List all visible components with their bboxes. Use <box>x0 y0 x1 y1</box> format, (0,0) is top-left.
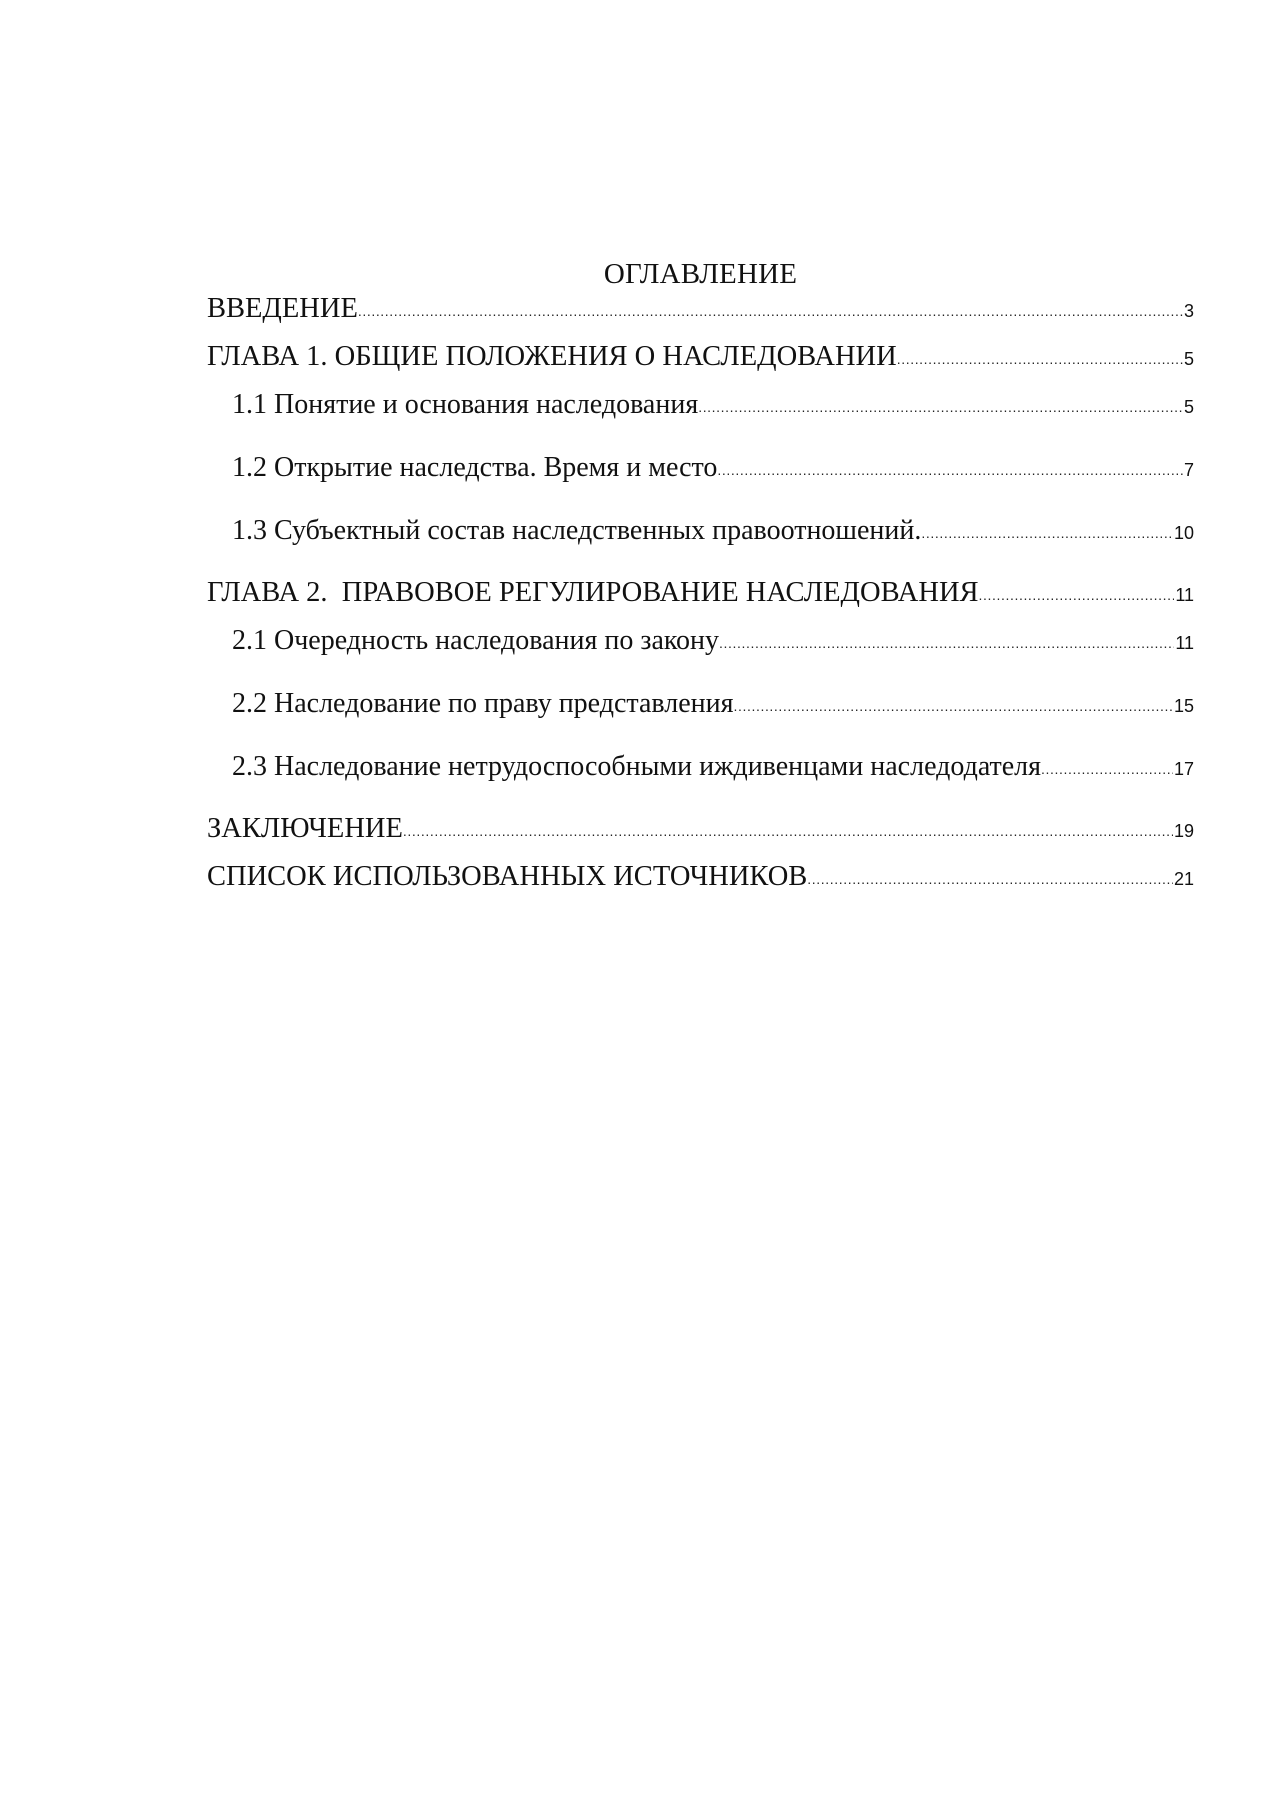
toc-entry-label: 1.3 Субъектный состав наследственных правоотношений. <box>232 515 922 546</box>
toc-entry-introduction[interactable] <box>207 292 1194 326</box>
toc-entry-label: ГЛАВА 2. ПРАВОВОЕ РЕГУЛИРОВАНИЕ НАСЛЕДОВАНИЯ <box>207 577 979 608</box>
toc-entry-page: 11 <box>1175 585 1194 605</box>
toc-entry-section-2-3[interactable] <box>207 721 1194 784</box>
dot-leader <box>921 526 1173 540</box>
dot-leader <box>698 400 1183 414</box>
toc-entry-page: 3 <box>1183 301 1194 321</box>
toc-entry-label: 1.1 Понятие и основания наследования <box>232 389 699 420</box>
toc-entry-page: 5 <box>1183 349 1194 369</box>
toc-entry-label: ЗАКЛЮЧЕНИЕ <box>207 813 403 844</box>
toc-entry-label: 2.1 Очередность наследования по закону <box>232 625 720 656</box>
toc-entry-page: 10 <box>1173 523 1194 543</box>
toc-entry-section-1-2[interactable] <box>207 422 1194 485</box>
toc-entry-chapter-1[interactable] <box>207 326 1194 374</box>
toc-entry-conclusion[interactable] <box>207 784 1194 846</box>
dot-leader <box>807 872 1173 886</box>
toc-entry-page: 21 <box>1173 869 1194 889</box>
toc-entry-page: 7 <box>1183 460 1194 480</box>
toc-entry-label: ВВЕДЕНИЕ <box>207 293 358 324</box>
toc-title: ОГЛАВЛЕНИЕ <box>603 258 798 290</box>
toc-entry-page: 11 <box>1175 633 1194 653</box>
dot-leader <box>734 699 1173 713</box>
toc-entry-page: 15 <box>1173 696 1194 716</box>
dot-leader <box>719 636 1174 650</box>
toc-entry-section-1-3[interactable] <box>207 485 1194 548</box>
toc-entry-section-2-1[interactable] <box>207 610 1194 658</box>
dot-leader <box>358 304 1183 318</box>
dot-leader <box>897 352 1183 366</box>
toc-entry-page: 19 <box>1173 821 1194 841</box>
toc-entry-label: 2.3 Наследование нетрудоспособными иждивенцами наследодателя <box>232 751 1042 782</box>
toc-entry-section-2-2[interactable] <box>207 658 1194 721</box>
toc-entry-label: СПИСОК ИСПОЛЬЗОВАННЫХ ИСТОЧНИКОВ <box>207 861 808 892</box>
dot-leader <box>717 463 1183 477</box>
table-of-contents <box>207 256 1194 894</box>
dot-leader <box>979 588 1175 602</box>
toc-entry-label: 1.2 Открытие наследства. Время и место <box>232 452 718 483</box>
toc-entry-label: 2.2 Наследование по праву представления <box>232 688 734 719</box>
toc-entry-label: ГЛАВА 1. ОБЩИЕ ПОЛОЖЕНИЯ О НАСЛЕДОВАНИИ <box>207 341 897 372</box>
dot-leader <box>403 824 1173 838</box>
toc-entry-chapter-2[interactable] <box>207 548 1194 610</box>
dot-leader <box>1041 762 1173 776</box>
toc-entry-page: 5 <box>1183 397 1194 417</box>
toc-entry-references[interactable] <box>207 846 1194 894</box>
toc-entry-page: 17 <box>1173 759 1194 779</box>
toc-entry-section-1-1[interactable] <box>207 374 1194 422</box>
